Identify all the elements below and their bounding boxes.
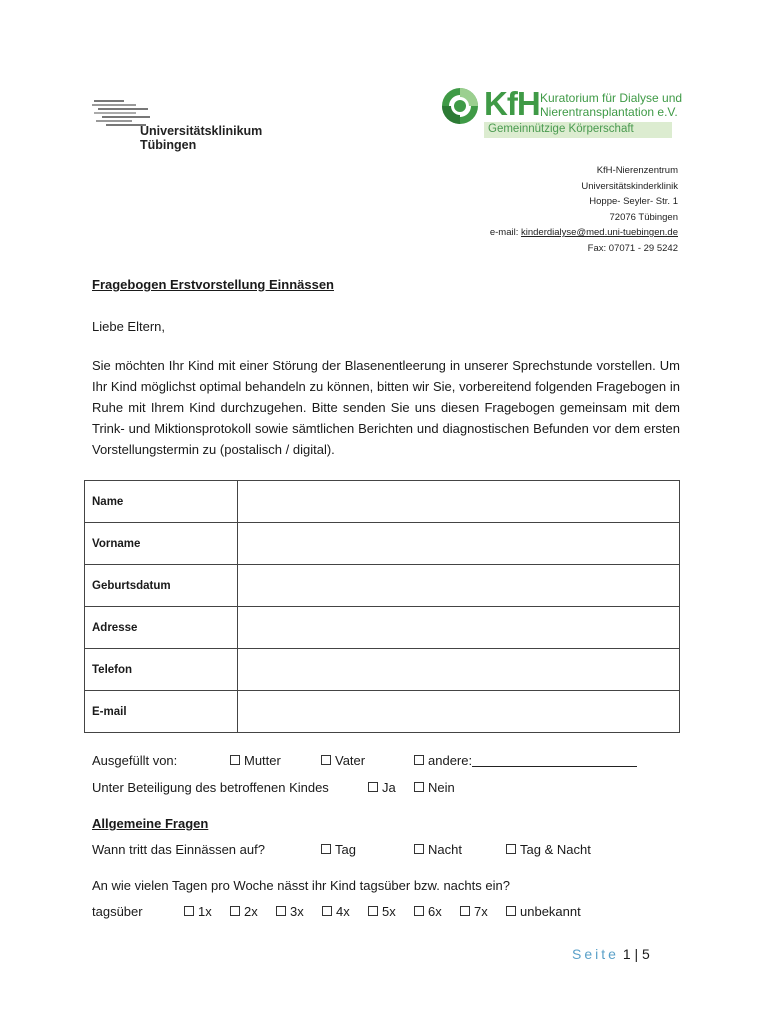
tagsueber-4x-checkbox[interactable] [322, 904, 350, 919]
option-label: andere: [428, 753, 473, 768]
checkbox-icon [230, 755, 240, 765]
when-nacht-checkbox[interactable] [414, 842, 462, 857]
kfh-swirl-icon [440, 86, 480, 126]
table-row [85, 481, 680, 523]
kfh-letters: KfH [484, 85, 540, 122]
option-label: Mutter [244, 753, 281, 768]
kfh-logo [440, 84, 683, 140]
checkbox-icon [368, 782, 378, 792]
checkbox-icon [184, 906, 194, 916]
when-question-label: Wann tritt das Einnässen auf? [92, 842, 265, 857]
telefon-field[interactable] [238, 649, 680, 691]
address-line2: Universitätskinderklinik [581, 180, 678, 192]
option-label: 6x [428, 904, 442, 919]
checkbox-icon [506, 844, 516, 854]
option-label: Vater [335, 753, 366, 768]
personal-data-table [84, 480, 680, 733]
greeting: Liebe Eltern, [92, 319, 165, 334]
table-row [85, 565, 680, 607]
general-questions-heading: Allgemeine Fragen [92, 816, 209, 831]
checkbox-icon [321, 844, 331, 854]
checkbox-icon [322, 906, 332, 916]
adresse-field[interactable] [238, 607, 680, 649]
tagsueber-6x-checkbox[interactable] [414, 904, 442, 919]
address-block [490, 163, 678, 256]
intro-paragraph: Sie möchten Ihr Kind mit einer Störung der Blasenentleerung in unserer Sprechstunde vorstellen. Um Ihr Kind möglichst optimal behandeln zu können, bitten wir Sie, vorbereitend folgenden Fragebogen in Ruhe mit Ihrem Kind durchzugehen. Bitte senden Sie uns diesen Fragebogen gemeinsam mit dem Trink- und Miktionsprotokoll sowie sämtlichen Berichten und diagnostischen Befunden vor dem ersten Vorstellungstermin zu (postalisch / digital). [92, 358, 680, 457]
kfh-subline: Gemeinnützige Körperschaft [488, 123, 634, 135]
option-label: 5x [382, 904, 396, 919]
option-label: Nacht [428, 842, 462, 857]
field-label-telefon: Telefon [85, 649, 238, 691]
option-label: Tag [335, 842, 356, 857]
field-label-vorname: Vorname [85, 523, 238, 565]
participation-label: Unter Beteiligung des betroffenen Kindes [92, 780, 329, 795]
footer-page-number: 1 | 5 [622, 946, 650, 962]
checkbox-icon [414, 844, 424, 854]
table-row [85, 649, 680, 691]
checkbox-icon [414, 782, 424, 792]
field-label-name: Name [85, 481, 238, 523]
table-row [85, 523, 680, 565]
participation-nein-checkbox[interactable] [414, 780, 455, 795]
checkbox-icon [506, 906, 516, 916]
footer-seite: Seite [572, 946, 619, 962]
option-label: 7x [474, 904, 488, 919]
checkbox-icon [460, 906, 470, 916]
address-fax: Fax: 07071 - 29 5242 [587, 242, 678, 254]
checkbox-icon [414, 755, 424, 765]
tagsueber-label: tagsüber [92, 904, 143, 919]
email-label: e-mail: [489, 227, 521, 238]
option-label: 4x [336, 904, 350, 919]
andere-input[interactable] [472, 753, 637, 767]
option-label: Ja [382, 780, 396, 795]
checkbox-icon [230, 906, 240, 916]
option-label: 3x [290, 904, 304, 919]
field-label-email: E-mail [85, 691, 238, 733]
when-tag-nacht-checkbox[interactable] [506, 842, 591, 857]
tagsueber-3x-checkbox[interactable] [276, 904, 304, 919]
email-field[interactable] [238, 691, 680, 733]
address-line3: Hoppe- Seyler- Str. 1 [589, 196, 678, 207]
address-email-row [490, 225, 678, 241]
table-row [85, 691, 680, 733]
option-label: Tag & Nacht [520, 842, 591, 857]
email-link[interactable]: kinderdialyse@med.uni-tuebingen.de [521, 227, 678, 238]
ukt-name-line1: Universitätsklinikum [140, 124, 263, 138]
address-line4: 72076 Tübingen [609, 211, 678, 223]
option-label: 2x [244, 904, 258, 919]
tagsueber-5x-checkbox[interactable] [368, 904, 396, 919]
checkbox-icon [276, 906, 286, 916]
filled-by-mutter-checkbox[interactable] [230, 753, 281, 768]
ukt-logo [92, 98, 272, 154]
filled-by-vater-checkbox[interactable] [321, 753, 365, 768]
kfh-line2: Nierentransplantation e.V. [540, 105, 678, 119]
page-title: Fragebogen Erstvorstellung Einnässen [92, 277, 334, 292]
page-footer [572, 946, 650, 962]
tagsueber-unbekannt-checkbox[interactable] [506, 904, 581, 919]
tagsueber-2x-checkbox[interactable] [230, 904, 258, 919]
filled-by-andere-checkbox[interactable] [414, 753, 637, 768]
checkbox-icon [414, 906, 424, 916]
address-line1: KfH-Nierenzentrum [596, 165, 678, 176]
tagsueber-7x-checkbox[interactable] [460, 904, 488, 919]
days-question: An wie vielen Tagen pro Woche nässt ihr Kind tagsüber bzw. nachts ein? [92, 878, 510, 893]
participation-ja-checkbox[interactable] [368, 780, 396, 795]
option-label: 1x [198, 904, 212, 919]
field-label-adresse: Adresse [85, 607, 238, 649]
tagsueber-1x-checkbox[interactable] [184, 904, 212, 919]
table-row [85, 607, 680, 649]
option-label: Nein [428, 780, 455, 795]
option-label: unbekannt [520, 904, 581, 919]
vorname-field[interactable] [238, 523, 680, 565]
filled-by-label: Ausgefüllt von: [92, 753, 178, 768]
when-tag-checkbox[interactable] [321, 842, 356, 857]
kfh-subline-bar [484, 122, 672, 138]
checkbox-icon [321, 755, 331, 765]
ukt-name-line2: Tübingen [140, 138, 197, 152]
geburtsdatum-field[interactable] [238, 565, 680, 607]
field-label-geburtsdatum: Geburtsdatum [85, 565, 238, 607]
kfh-line1: Kuratorium für Dialyse und [540, 91, 683, 105]
checkbox-icon [368, 906, 378, 916]
name-field[interactable] [238, 481, 680, 523]
